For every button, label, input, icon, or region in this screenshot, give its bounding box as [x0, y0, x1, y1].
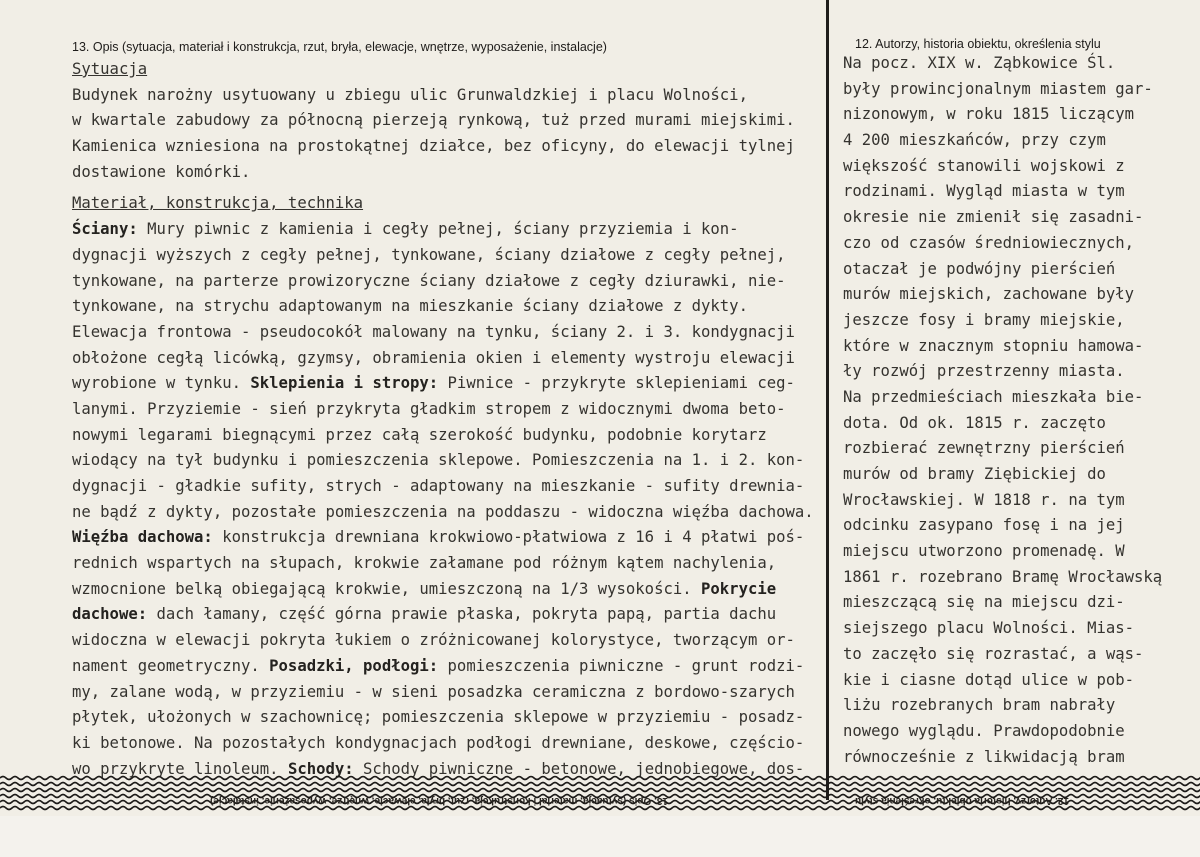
history-text-line: otaczał je podwójny pierścień — [843, 259, 1116, 278]
history-text-line: ły rozwój przestrzenny miasta. — [843, 362, 1125, 381]
text-line: Kamienica wzniesiona na prostokątnej działce, bez oficyny, do elewacji tylnej — [72, 137, 795, 156]
truss-label: Więźba dachowa: — [72, 528, 213, 547]
wave-line — [0, 783, 1200, 786]
history-text-line: liżu rozebranych bram nabrały — [843, 696, 1116, 715]
history-text-line: nowego wyglądu. Prawdopodobnie — [843, 721, 1125, 740]
text-line: nowymi legarami biegnącymi przez całą szerokość budynku, podobnie korytarz — [72, 425, 767, 444]
history-text-line: jeszcze fosy i bramy miejskie, — [843, 310, 1125, 329]
text-line: dachowe: dach łamany, część górna prawie płaska, pokryta papą, partia dachu — [72, 605, 777, 624]
history-text-line: które w znacznym stopniu hamowa- — [843, 336, 1144, 355]
history-text-line: odcinku zasypano fosę i na jej — [843, 516, 1125, 535]
roof-label-2: dachowe: — [72, 605, 148, 624]
history-text-line: 1861 r. rozebrano Bramę Wrocławską — [843, 567, 1163, 586]
history-text-line: czo od czasów średniowiecznych, — [843, 233, 1135, 252]
text-line: rednich wspartych na słupach, krokwie załamane pod różnym kątem nachylenia, — [72, 554, 777, 573]
text-line: nament geometryczny. Posadzki, podłogi: pomieszczenia piwniczne - grunt rodzi- — [72, 656, 805, 675]
mirrored-footer-label-left: 13. Opis (sytuacja, materiał i konstrukcja, rzut, bryła, elewacje, wnętrze, wyposażenie, instalacje) — [210, 795, 668, 806]
mirrored-footer-label-right: 12. Autorzy, historia obiektu, określenia stylu — [855, 795, 1069, 806]
history-text-line: siejszego placu Wolności. Mias- — [843, 619, 1135, 638]
text-line: wo przykryte linoleum. Schody: Schody piwniczne - betonowe, jednobiegowe, dos- — [72, 759, 805, 778]
history-text-line: Na pocz. XIX w. Ząbkowice Śl. — [843, 54, 1116, 72]
text-line: wiodący na tył budynku i pomieszczenia sklepowe. Pomieszczenia na 1. i 2. kon- — [72, 451, 805, 470]
bottom-margin — [0, 816, 1200, 857]
text-line: wyrobione w tynku. Sklepienia i stropy: Piwnice - przykryte sklepieniami ceg- — [72, 374, 795, 393]
text-line: Budynek narożny usytuowany u zbiegu ulic Grunwaldzkiej i placu Wolności, — [72, 85, 748, 104]
floors-label: Posadzki, podłogi: — [269, 656, 439, 675]
text-line: dygnacji wyższych z cegły pełnej, tynkowane, ściany działowe z cegły pełnej, — [72, 245, 786, 264]
history-text-line: murów od bramy Ziębickiej do — [843, 465, 1106, 483]
history-column — [843, 51, 1193, 770]
text-line: widoczna w elewacji pokryta łukiem o zróżnicowanej kolorystyce, tworzącym or- — [72, 631, 795, 650]
wave-line — [0, 789, 1200, 792]
wave-line — [0, 777, 1200, 780]
right-column-header: 12. Autorzy, historia obiektu, określenia stylu — [855, 37, 1101, 51]
text-line: tynkowane, na parterze prowizoryczne ściany działowe z cegły dziurawki, nie- — [72, 271, 786, 290]
history-text-line: równocześnie z likwidacją bram — [843, 747, 1125, 766]
history-text-line: rodzinami. Wygląd miasta w tym — [843, 182, 1125, 201]
history-text-line: miejscu utworzono promenadę. W — [843, 542, 1125, 561]
history-text-line: mieszczącą się na miejscu dzi- — [843, 593, 1125, 612]
history-text-line: rozbierać zewnętrzny pierścień — [843, 439, 1125, 458]
vaults-label: Sklepienia i stropy: — [250, 374, 439, 393]
text-line: dygnacji - gładkie sufity, strych - adaptowany na mieszkanie - sufity drewnia- — [72, 477, 805, 495]
text-line: Ściany: Mury piwnic z kamienia i cegły pełnej, ściany przyziemia i kon- — [72, 220, 739, 239]
text-line: ne bądź z dykty, pozostałe pomieszczenia na poddaszu - widoczna więźba dachowa. — [72, 502, 814, 521]
history-text-line: większość stanowili wojskowi z — [843, 156, 1125, 175]
history-text-line: były prowincjonalnym miastem gar- — [843, 79, 1153, 98]
history-text-line: 4 200 mieszkańców, przy czym — [843, 131, 1106, 150]
text-line: lanymi. Przyziemie - sień przykryta gładkim stropem z widocznymi dwoma beto- — [72, 399, 786, 418]
history-text-line: to zaczęło się rozrastać, a wąs- — [843, 644, 1144, 663]
history-text-line: kie i ciasne dotąd ulice w pob- — [843, 670, 1135, 689]
history-text-line: dota. Od ok. 1815 r. zaczęto — [843, 413, 1106, 432]
wave-line — [0, 807, 1200, 810]
text-line: płytek, ułożonych w szachownicę; pomieszczenia sklepowe w przyziemiu - posadz- — [72, 708, 805, 727]
column-divider — [826, 0, 829, 800]
text-line: obłożone cegłą licówką, gzymsy, obramienia okien i elementy wystroju elewacji — [72, 348, 795, 367]
wavy-footer-band — [0, 770, 1200, 816]
description-column — [72, 57, 822, 782]
text-line: Elewacja frontowa - pseudocokół malowany na tynku, ściany 2. i 3. kondygnacji — [72, 322, 795, 341]
history-text-line: Wrocławskiej. W 1818 r. na tym — [843, 490, 1125, 509]
history-text-line: okresie nie zmienił się zasadni- — [843, 208, 1144, 227]
left-column-header: 13. Opis (sytuacja, materiał i konstrukcja, rzut, bryła, elewacje, wnętrze, wyposażenie, instalacje) — [72, 40, 607, 54]
roof-label: Pokrycie — [701, 579, 777, 598]
history-text-line: Na przedmieściach mieszkała bie- — [843, 387, 1144, 406]
history-text-line: nizonowym, w roku 1815 liczącym — [843, 105, 1135, 124]
text-line: w kwartale zabudowy za północną pierzeją rynkową, tuż przed murami miejskimi. — [72, 111, 795, 130]
text-line: my, zalane wodą, w przyziemiu - w sieni posadzka ceramiczna z bordowo-szarych — [72, 682, 795, 701]
text-line: Więźba dachowa: konstrukcja drewniana krokwiowo-płatwiowa z 16 i 4 płatwi poś- — [72, 528, 805, 547]
section-title-situation: Sytuacja — [72, 60, 148, 78]
history-text-line: murów miejskich, zachowane były — [843, 285, 1135, 304]
section-title-material: Materiał, konstrukcja, technika — [72, 194, 364, 213]
text-line: wzmocnione belką obiegającą krokwie, umieszczoną na 1/3 wysokości. Pokrycie — [72, 579, 777, 598]
stairs-label: Schody: — [287, 759, 354, 778]
text-line: tynkowane, na strychu adaptowanym na mieszkanie ściany działowe z dykty. — [72, 297, 748, 316]
text-line: dostawione komórki. — [72, 162, 251, 181]
walls-label: Ściany: — [72, 220, 138, 239]
text-line: ki betonowe. Na pozostałych kondygnacjach podłogi drewniane, deskowe, częścio- — [72, 733, 805, 752]
